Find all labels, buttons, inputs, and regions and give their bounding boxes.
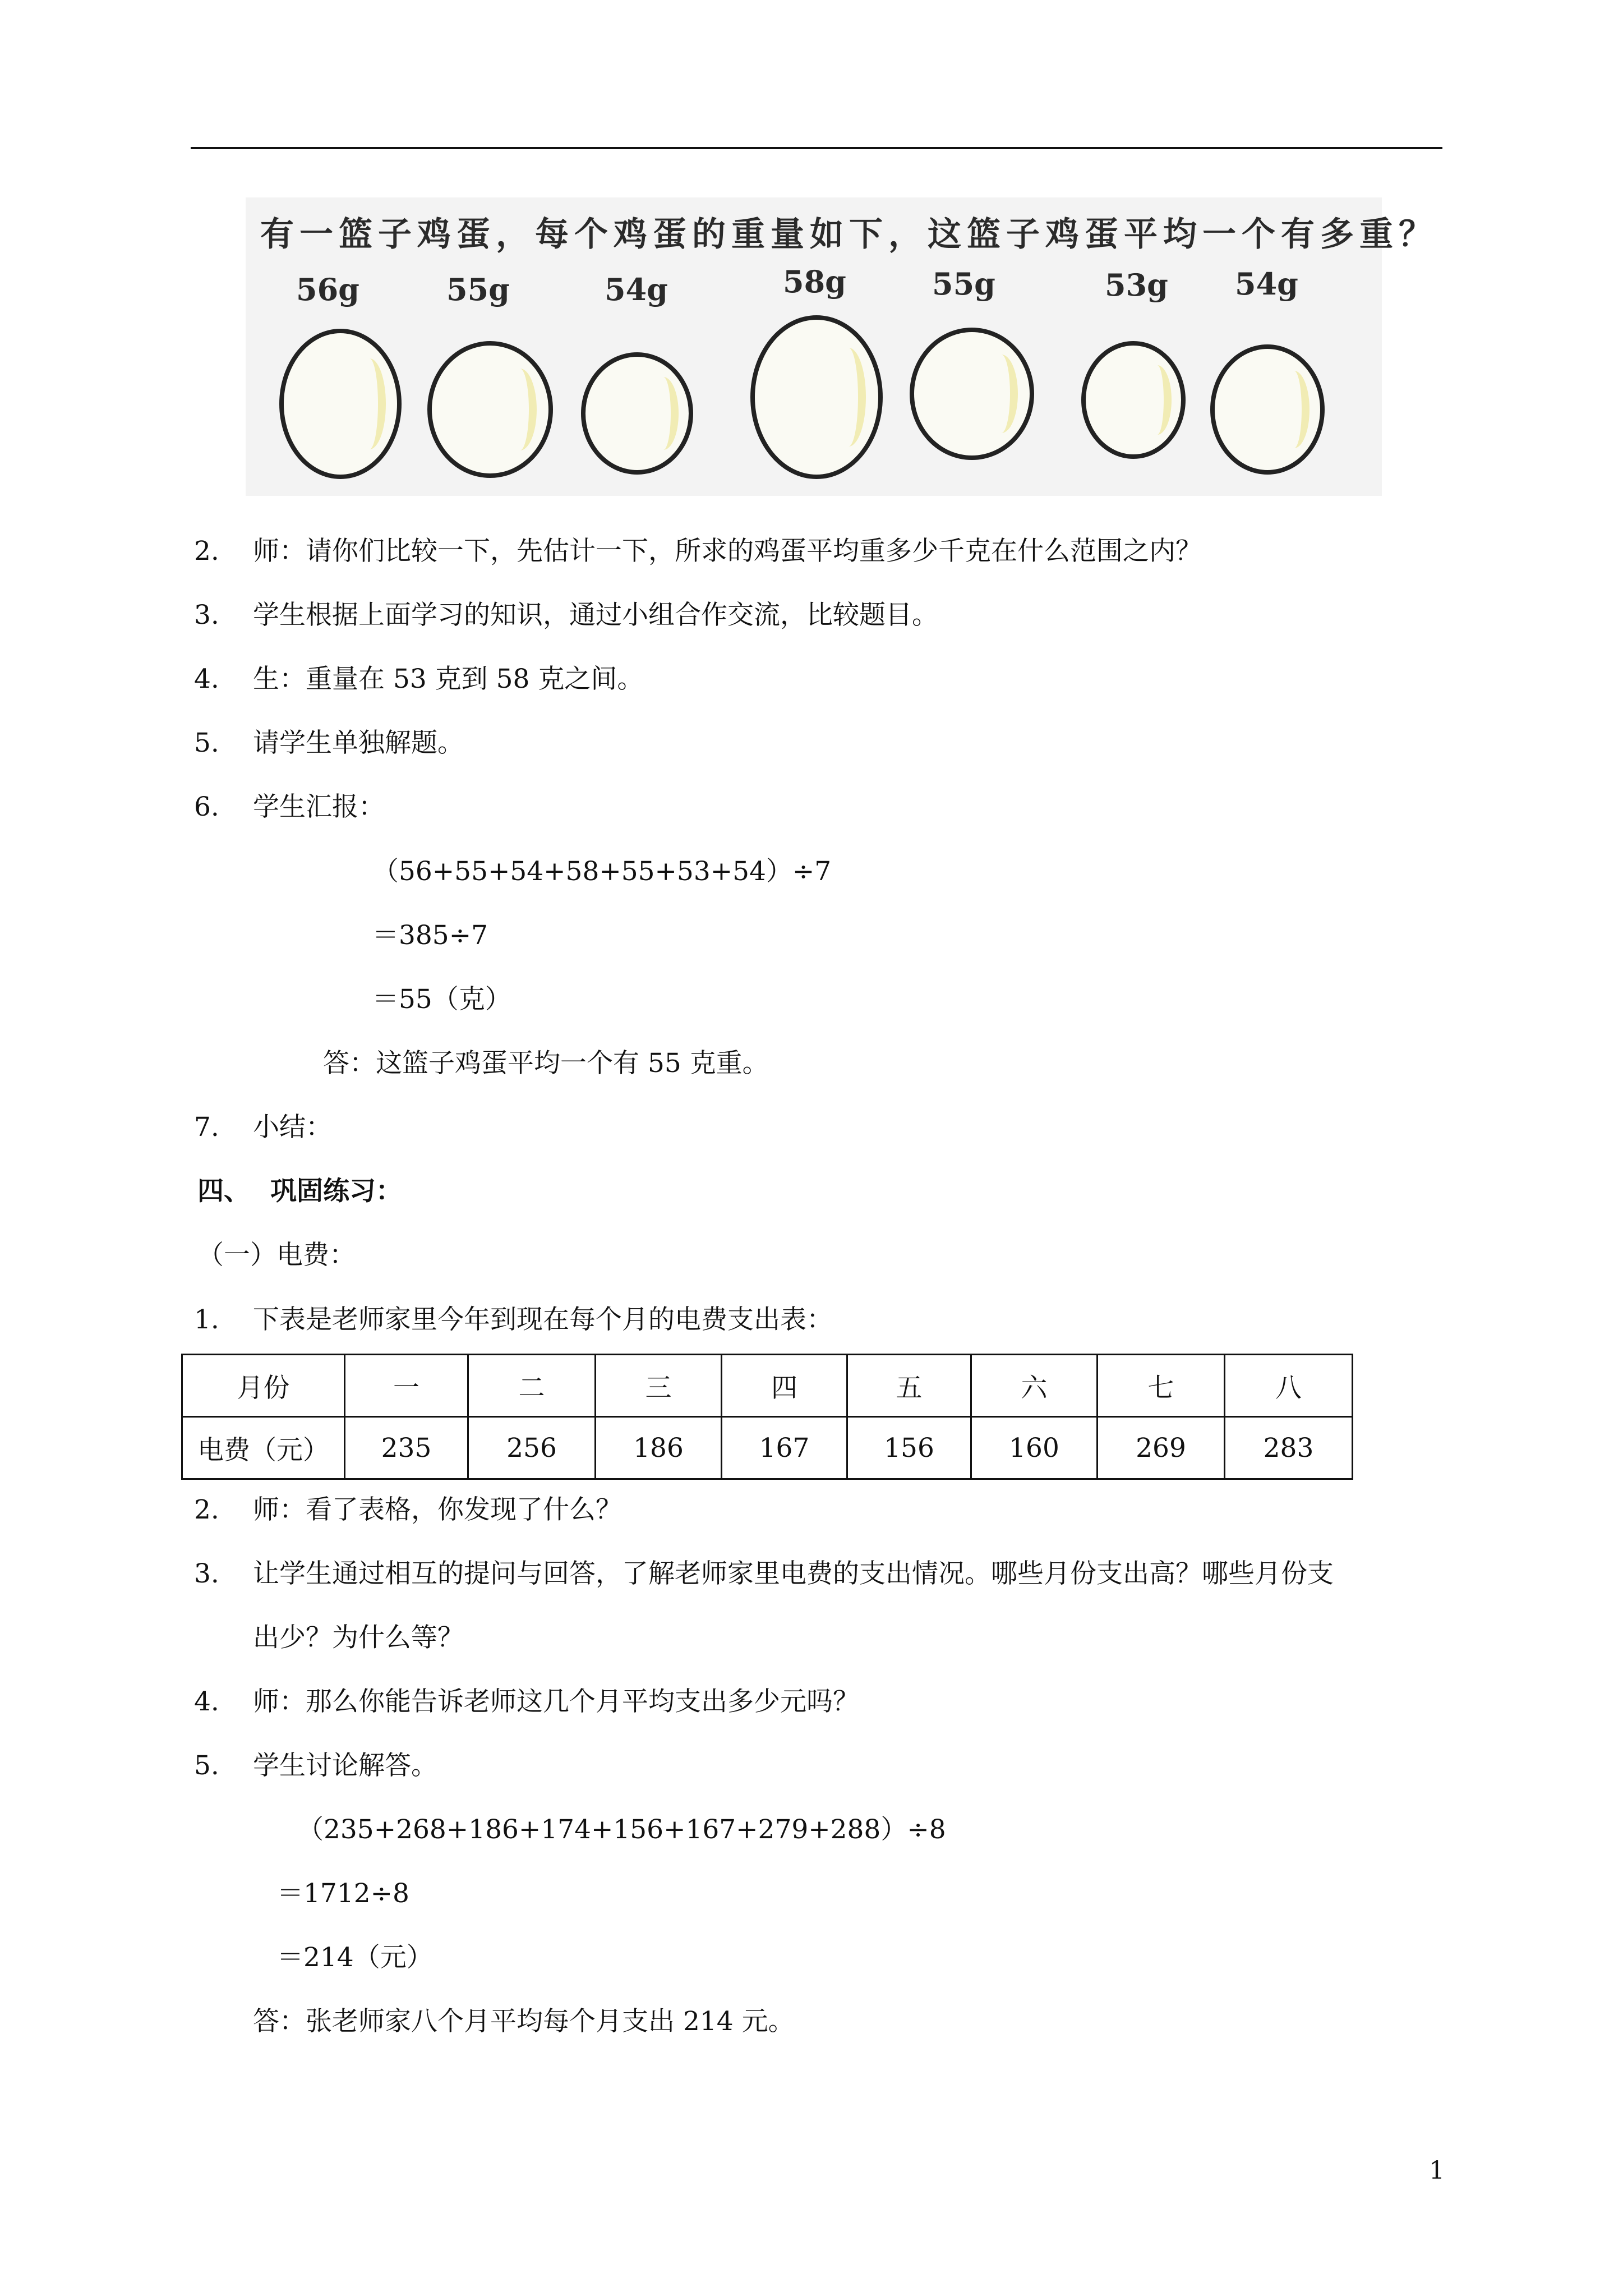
table-cell: 三 (596, 1355, 722, 1417)
egg-icon (279, 329, 402, 479)
table-header-row (182, 1355, 1353, 1417)
table-cell: 二 (468, 1355, 596, 1417)
header-rule (191, 147, 1442, 149)
calc-line: ＝214（元） (277, 1942, 433, 1973)
item-text: 让学生通过相互的提问与回答，了解老师家里电费的支出情况。哪些月份支出高？哪些月份支 (253, 1558, 1334, 1589)
table-cell: 一 (345, 1355, 468, 1417)
egg-icon (1081, 341, 1186, 459)
item-text: 请学生单独解题。 (253, 728, 464, 758)
table-cell: 283 (1225, 1417, 1353, 1479)
egg-icon (581, 352, 693, 475)
item-number: 3. (194, 1558, 219, 1589)
figure-question: 有一篮子鸡蛋，每个鸡蛋的重量如下，这篮子鸡蛋平均一个有多重？ (260, 215, 1438, 254)
section-number: 四、 (197, 1176, 250, 1207)
table-cell: 160 (971, 1417, 1098, 1479)
calc-line: （235+268+186+174+156+167+279+288）÷8 (297, 1814, 946, 1845)
item-number: 7. (194, 1112, 219, 1143)
calc-line: ＝385÷7 (372, 920, 488, 951)
item-number: 2. (194, 536, 219, 567)
table-cell: 156 (847, 1417, 971, 1479)
page-number: 1 (1429, 2156, 1445, 2185)
egg-icon (427, 341, 553, 478)
item-text: 师：那么你能告诉老师这几个月平均支出多少元吗？ (253, 1686, 859, 1717)
table-cell: 235 (345, 1417, 468, 1479)
item-text: 下表是老师家里今年到现在每个月的电费支出表： (253, 1304, 833, 1335)
item-number: 4. (194, 1686, 219, 1717)
electricity-fee-table (181, 1354, 1353, 1480)
item-text: 生：重量在 53 克到 58 克之间。 (253, 664, 644, 694)
table-cell: 五 (847, 1355, 971, 1417)
egg-weight-label: 53g (1105, 267, 1168, 303)
item-number: 2. (194, 1494, 219, 1525)
calc-line: （56+55+54+58+55+53+54）÷7 (372, 856, 832, 887)
table-cell: 四 (722, 1355, 847, 1417)
item-number: 3. (194, 600, 219, 631)
subsection-title: （一）电费： (197, 1240, 356, 1271)
table-cell: 256 (468, 1417, 596, 1479)
item-number: 5. (194, 1750, 219, 1781)
item-text: 学生汇报： (253, 792, 385, 822)
section-title: 巩固练习： (270, 1176, 402, 1207)
egg-weights-figure (246, 197, 1438, 496)
item-text-continued: 出少？为什么等？ (253, 1622, 464, 1653)
item-text: 师：请你们比较一下，先估计一下，所求的鸡蛋平均重多少千克在什么范围之内？ (253, 536, 1202, 567)
table-cell: 六 (971, 1355, 1098, 1417)
calc-answer: 答：这篮子鸡蛋平均一个有 55 克重。 (323, 1048, 769, 1079)
egg-weight-label: 55g (932, 266, 995, 302)
egg-weight-label: 56g (296, 272, 359, 307)
item-number: 1. (194, 1304, 219, 1335)
egg-weight-label: 54g (1235, 266, 1298, 302)
table-cell: 七 (1098, 1355, 1225, 1417)
egg-icon (1210, 344, 1325, 475)
table-cell: 月份 (182, 1355, 345, 1417)
egg-weight-label: 54g (605, 272, 668, 307)
egg-weight-label: 55g (446, 272, 510, 307)
egg-icon (910, 328, 1034, 460)
item-number: 6. (194, 792, 219, 822)
table-row (182, 1417, 1353, 1479)
table-cell: 269 (1098, 1417, 1225, 1479)
calc-line: ＝1712÷8 (277, 1878, 409, 1909)
calc-answer: 答：张老师家八个月平均每个月支出 214 元。 (253, 2006, 795, 2037)
table-cell: 167 (722, 1417, 847, 1479)
item-number: 5. (194, 728, 219, 758)
calc-line: ＝55（克） (372, 984, 511, 1015)
table-cell: 电费（元） (182, 1417, 345, 1479)
item-text: 小结： (253, 1112, 332, 1143)
table-cell: 186 (596, 1417, 722, 1479)
item-text: 师：看了表格，你发现了什么？ (253, 1494, 622, 1525)
egg-weight-label: 58g (783, 264, 846, 300)
table-cell: 八 (1225, 1355, 1353, 1417)
item-text: 学生讨论解答。 (253, 1750, 437, 1781)
item-number: 4. (194, 664, 219, 694)
egg-icon (750, 315, 883, 479)
item-text: 学生根据上面学习的知识，通过小组合作交流，比较题目。 (253, 600, 938, 631)
